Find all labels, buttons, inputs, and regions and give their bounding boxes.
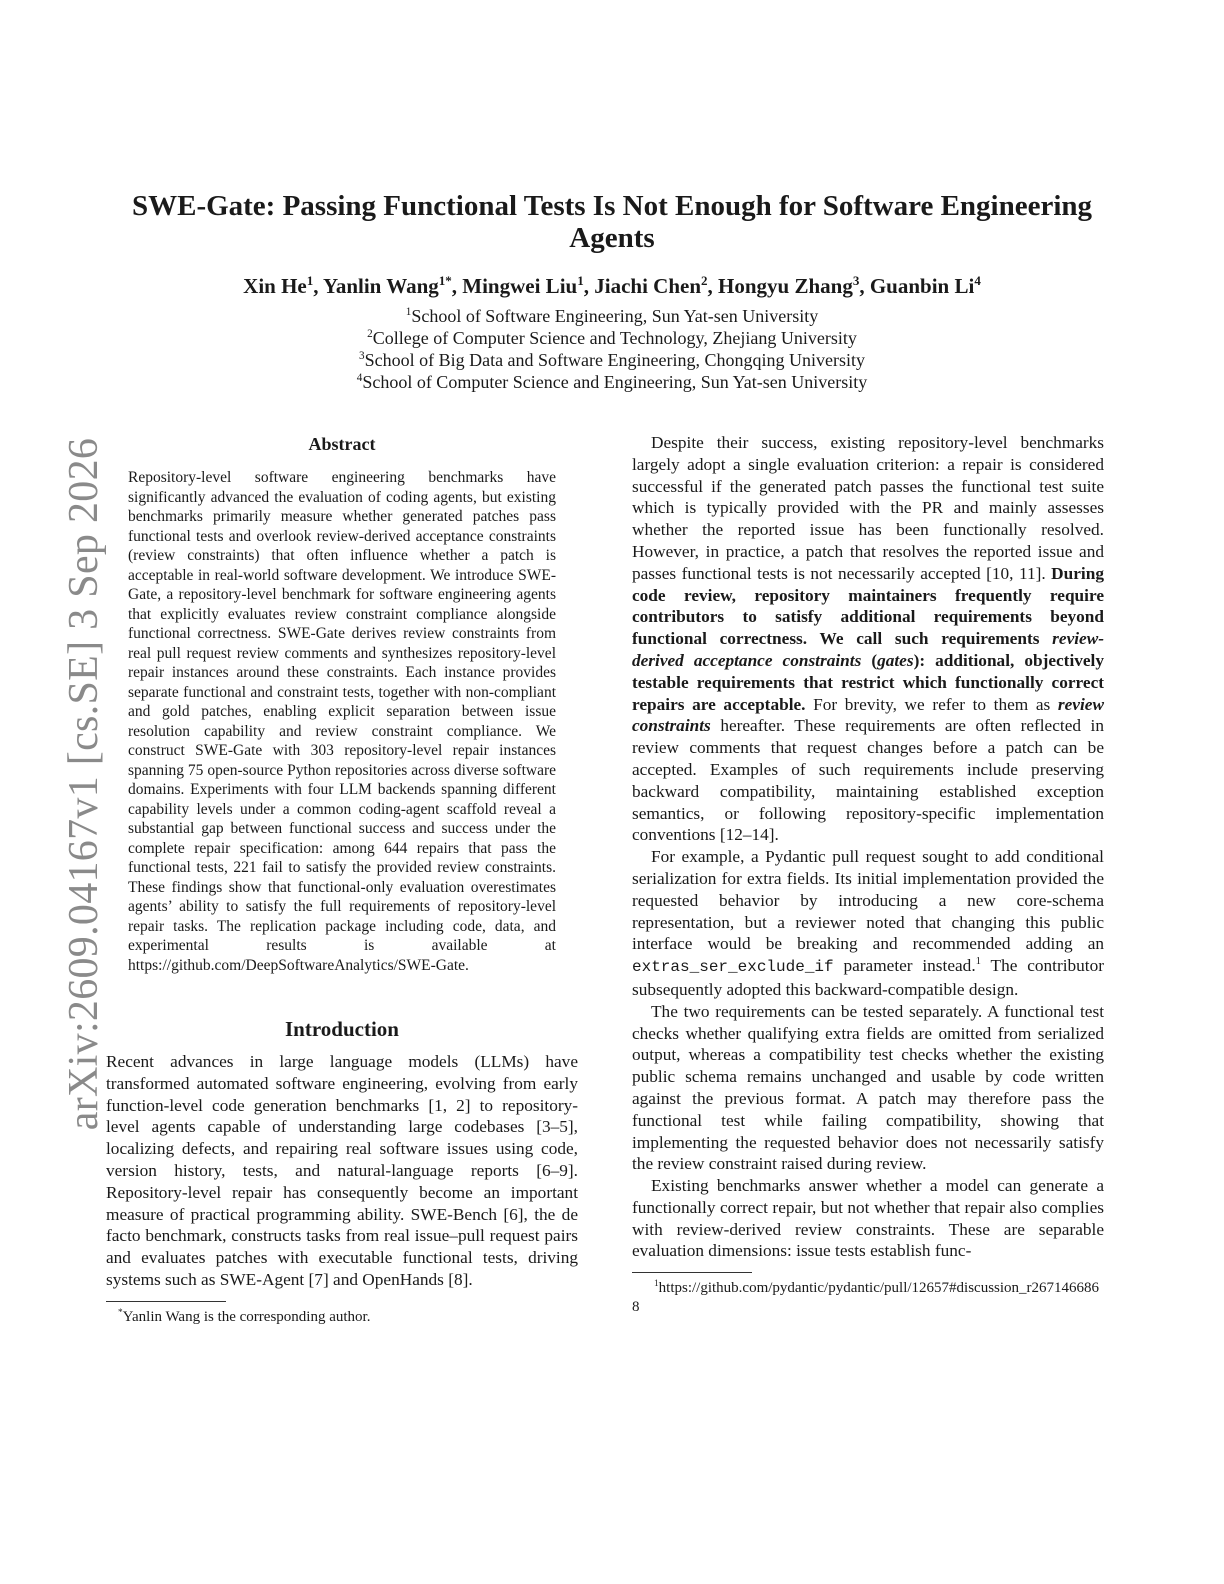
author-name: Yanlin Wang: [323, 274, 439, 298]
intro-paragraph-1: Recent advances in large language models (LLMs) have transformed automated software engineering, evolving from early function-level code generation benchmarks [1, 2] to repository-level agents capable of understanding large codebases [3–5], localizing defects, and repairing real software issues using code, version history, tests, and natural-language reports [6–9]. Repository-level repair has consequently become an important measure of practical programming ability. SWE-Bench [6], the de facto benchmark, constructs tasks from real issue–pull request pairs and evaluates patches with executable functional tests, driving systems such as SWE-Agent [7] and OpenHands [8].: [106, 1052, 578, 1289]
code-parameter-name: extras_ser_exclude_if: [632, 958, 834, 977]
author-list: Xin He$^1$, Yanlin Wang$^{1*}$, Mingwei Liu$^1$, Jiachi Chen$^2$, Hongyu Zhang$^3$, Guanbin Li$^4$: [243, 273, 981, 298]
intro-paragraph-2: Despite their success, existing repository-level benchmarks largely adopt a single evaluation criterion: a repair is considered successful if the generated patch passes the functional test suite which is typically provided with the PR and mainly assesses whether the reported issue has been functionally resolved. However, in practice, a patch that resolves the reported issue and passes functional tests is not necessarily accepted [10, 11]. During code review, repository maintainers frequently require contributors to satisfy additional requirements beyond functional correctness. We call such requirements review-derived acceptance constraints (gates): additional, objectively testable requirements that restrict which functionally correct repairs are acceptable. For brevity, we refer to them as review constraints hereafter. These requirements are often reflected in review comments that request changes before a patch can be accepted. Examples of such requirements include preserving backward compatibility, maintaining established exception semantics, or following repository-specific implementation conventions [12–14].: [632, 433, 1104, 845]
intro-paragraph-5: Existing benchmarks answer whether a model can generate a functionally correct repair, but not whether that repair also complies with review-derived review constraints. These are separable evaluation dimensions: issue tests establish func-: [632, 1176, 1104, 1261]
paper-title: SWE-Gate: Passing Functional Tests Is Not Enough for Software Engineering Agents: [131, 190, 1093, 254]
intro-paragraph-4: The two requirements can be tested separately. A functional test checks whether qualifying extra fields are omitted from serialized output, whereas a compatibility test checks whether the existing public schema remains unchanged and usable by code written against the previous format. A patch may therefore pass the functional test while failing compatibility, showing that implementing the requested behavior does not necessarily satisfy the review constraint raised during review.: [632, 1001, 1104, 1174]
arxiv-identifier-stamp: arXiv:2609.04167v1 [cs.SE] 3 Sep 2026: [61, 437, 107, 1131]
author-name: Jiachi Chen: [594, 274, 701, 298]
corresponding-author-footnote: *Yanlin Wang is the corresponding author.: [118, 1307, 371, 1325]
introduction-heading: Introduction: [285, 1017, 399, 1041]
abstract-text: Repository-level software engineering benchmarks have significantly advanced the evaluation of coding agents, but existing benchmarks primarily measure whether generated patches pass functional tests and overlook review-derived acceptance constraints (review constraints) that often influence whether a patch is acceptable in real-world software development. We introduce SWE-Gate, a repository-level benchmark for software engineering agents that explicitly evaluates review constraint compliance alongside functional correctness. SWE-Gate derives review constraints from real pull request review comments and synthesizes repository-level repair instances around these constraints. Each instance provides separate functional and constraint tests, together with non-compliant and gold patches, enabling explicit separation between issue resolution capability and review constraint compliance. We construct SWE-Gate with 303 repository-level repair instances spanning 75 open-source Python repositories across diverse software domains. Experiments with four LLM backends spanning different capability levels under a common coding-agent scaffold reveal a substantial gap between functional success and success under the complete repair specification: among 644 repairs that pass the functional tests, 221 fail to satisfy the provided review constraints. These findings show that functional-only evaluation overestimates agents’ ability to satisfy the full requirements of repository-level repair tasks. The replication package including code, data, and experimental results is available at https://github.com/DeepSoftwareAnalytics/SWE-Gate.: [128, 469, 556, 974]
footnote-marker: 1: [975, 955, 981, 968]
author-affiliation-mark: 1: [306, 273, 314, 288]
affiliation-line: $^2$College of Computer Science and Technology, Zhejiang University: [367, 328, 857, 348]
right-column: [632, 432, 1104, 1317]
author-name: Guanbin Li: [869, 274, 975, 298]
affiliation-list: [110, 305, 1114, 393]
footnote-divider: [106, 1301, 226, 1302]
author-name: Xin He: [243, 274, 307, 298]
author-name: Hongyu Zhang: [718, 274, 853, 298]
affiliation-line: $^3$School of Big Data and Software Engineering, Chongqing University: [359, 350, 865, 370]
left-column: [106, 432, 578, 1327]
author-affiliation-mark: 1*: [438, 273, 452, 288]
abstract-heading: Abstract: [308, 434, 376, 454]
author-name: Mingwei Liu: [462, 274, 578, 298]
author-affiliation-mark: 2: [701, 273, 708, 288]
author-affiliation-mark: 3: [852, 273, 860, 288]
footnote-divider: [632, 1272, 752, 1273]
author-affiliation-mark: 4: [974, 273, 981, 288]
author-affiliation-mark: 1: [577, 273, 584, 288]
url-footnote[interactable]: $^1$https://github.com/pydantic/pydantic/pull/12657#discussion_r2671466868: [632, 1279, 1100, 1316]
affiliation-line: $^1$School of Software Engineering, Sun Yat-sen University: [405, 306, 819, 326]
affiliation-line: $^4$School of Computer Science and Engineering, Sun Yat-sen University: [356, 372, 868, 392]
intro-paragraph-3: For example, a Pydantic pull request sought to add conditional serialization for extra fields. Its initial implementation provided the requested behavior by introducing a new core-schema representation, but a reviewer noted that changing this public interface would be breaking and recommended adding an extras_ser_exclude_if parameter instead.$^1$ The contributor subsequently adopted this backward-compatible design.: [632, 847, 1104, 999]
